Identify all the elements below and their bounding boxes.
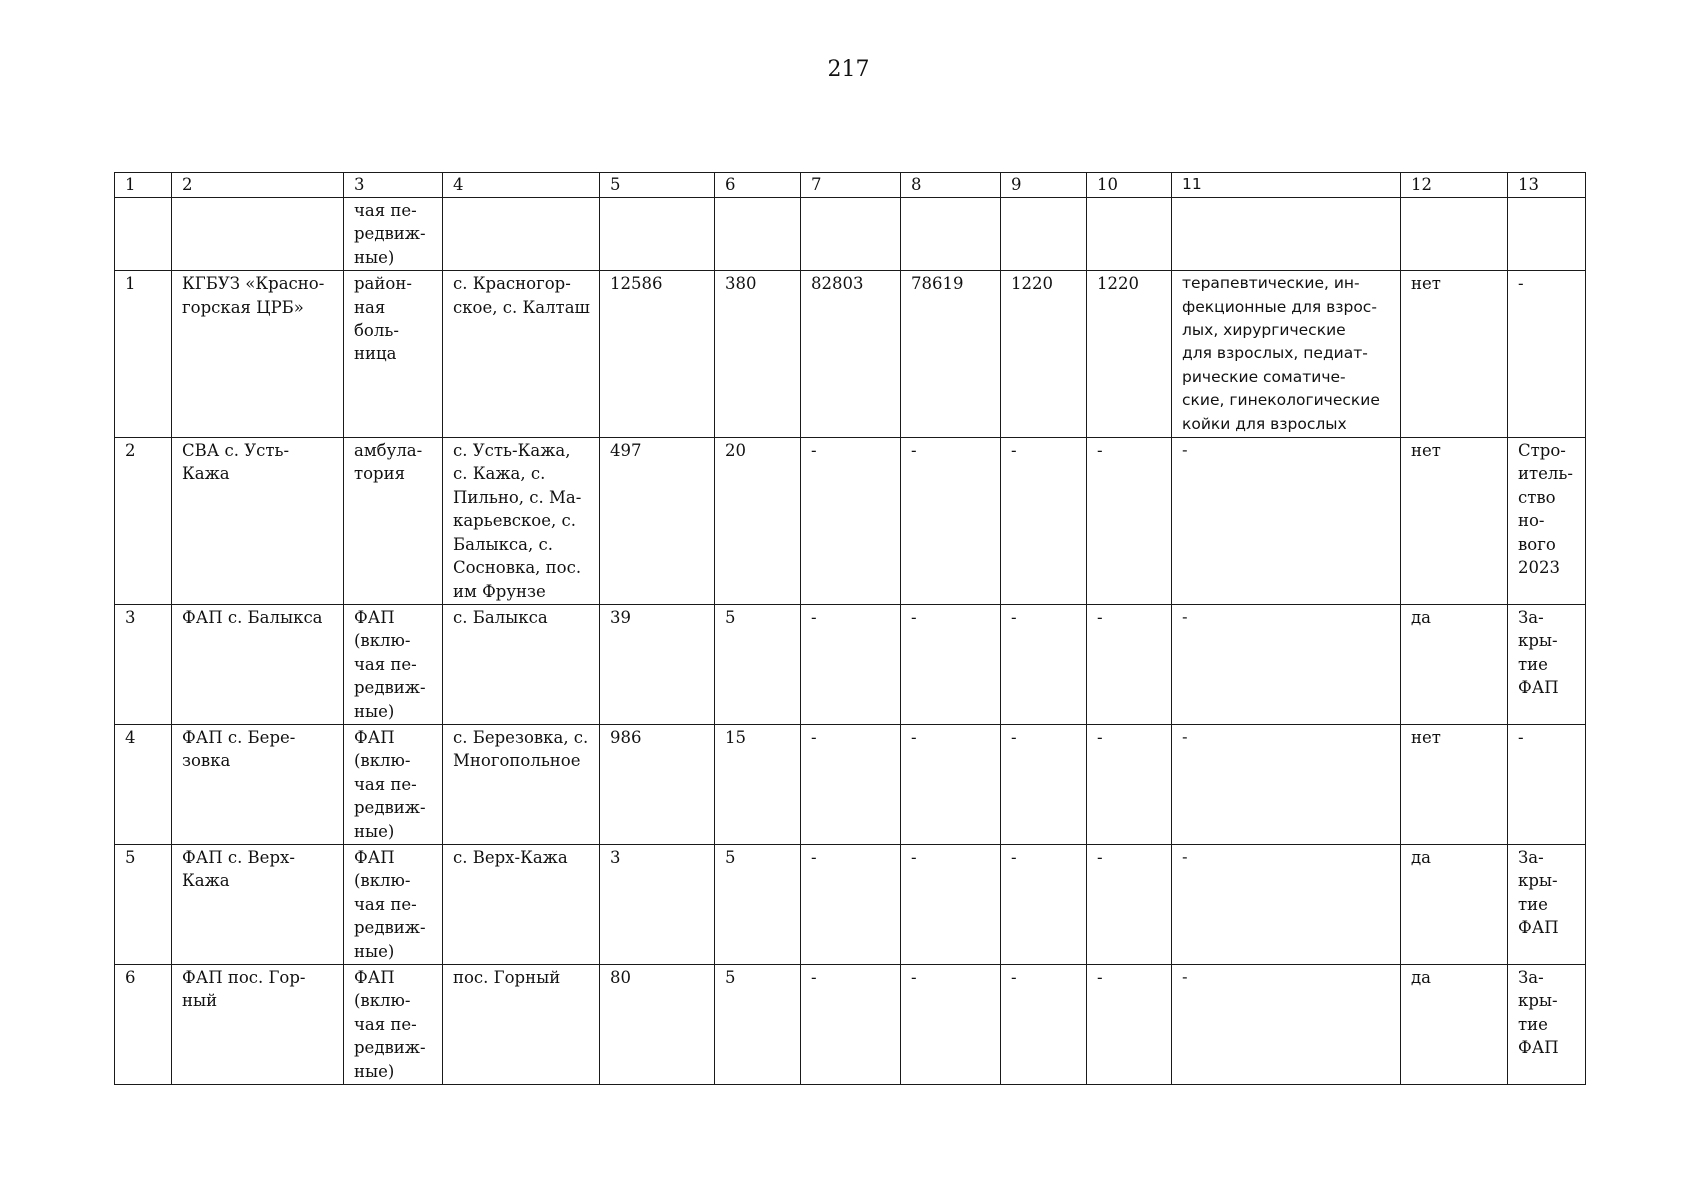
table-cell-col-6: [715, 198, 801, 271]
table-cell-col-3: ФАП (вклю- чая пе- редвиж- ные): [344, 724, 443, 844]
table-cell-col-7: -: [801, 438, 901, 605]
table-cell-col-12: да: [1401, 604, 1508, 724]
table-cell-col-1: 3: [115, 604, 172, 724]
header-cell-6: 6: [715, 173, 801, 198]
table-cell-col-5: 497: [600, 438, 715, 605]
table-cell-col-13: За- кры- тие ФАП: [1508, 604, 1586, 724]
table-cell-col-7: -: [801, 965, 901, 1085]
table-cell-col-4: [443, 198, 600, 271]
table-cell-col-8: 78619: [901, 271, 1001, 438]
table-cell-col-13: [1508, 198, 1586, 271]
table-cell-col-1: 5: [115, 844, 172, 964]
facilities-table: [114, 172, 1586, 1085]
header-cell-4: 4: [443, 173, 600, 198]
table-cell-col-13: За- кры- тие ФАП: [1508, 844, 1586, 964]
table-cell-col-7: [801, 198, 901, 271]
table-cell-col-9: -: [1001, 724, 1087, 844]
table-cell-col-2: ФАП с. Балыкса: [172, 604, 344, 724]
table-cell-col-9: -: [1001, 438, 1087, 605]
table-cell-col-5: [600, 198, 715, 271]
table-cell-col-10: -: [1087, 844, 1172, 964]
header-cell-7: 7: [801, 173, 901, 198]
table-header-row: [115, 173, 1586, 198]
table-cell-col-9: 1220: [1001, 271, 1087, 438]
table-cell-col-13: За- кры- тие ФАП: [1508, 965, 1586, 1085]
table-cell-col-11: -: [1172, 438, 1401, 605]
table-cell-col-3: ФАП (вклю- чая пе- редвиж- ные): [344, 965, 443, 1085]
table-cell-col-9: -: [1001, 844, 1087, 964]
table-cell-col-13: Стро- итель- ство но- вого 2023: [1508, 438, 1586, 605]
table-cell-col-7: -: [801, 844, 901, 964]
table-cell-col-3: чая пе- редвиж- ные): [344, 198, 443, 271]
table-cell-col-12: нет: [1401, 271, 1508, 438]
table-cell-col-6: 5: [715, 965, 801, 1085]
table-cell-col-7: 82803: [801, 271, 901, 438]
header-cell-1: 1: [115, 173, 172, 198]
table-cell-col-8: -: [901, 438, 1001, 605]
table-cell-col-8: -: [901, 965, 1001, 1085]
table-cell-col-3: ФАП (вклю- чая пе- редвиж- ные): [344, 844, 443, 964]
table-cell-col-5: 39: [600, 604, 715, 724]
table-row: [115, 271, 1586, 438]
table-cell-col-8: [901, 198, 1001, 271]
table-cell-col-13: -: [1508, 724, 1586, 844]
table-cell-col-4: с. Верх-Кажа: [443, 844, 600, 964]
table-row: [115, 604, 1586, 724]
table-cell-col-11: -: [1172, 724, 1401, 844]
table-cell-col-11: [1172, 198, 1401, 271]
table-cell-col-11: -: [1172, 604, 1401, 724]
table-cell-col-10: [1087, 198, 1172, 271]
table-cell-col-5: 80: [600, 965, 715, 1085]
table-cell-col-4: с. Усть-Кажа, с. Кажа, с. Пильно, с. Ма- карьевское, с. Балыкса, с. Сосновка, пос. им Фрунзе: [443, 438, 600, 605]
header-cell-12: 12: [1401, 173, 1508, 198]
table-cell-col-12: нет: [1401, 438, 1508, 605]
header-cell-5: 5: [600, 173, 715, 198]
table-cell-col-8: -: [901, 844, 1001, 964]
table-cell-col-1: 4: [115, 724, 172, 844]
table-cell-col-13: -: [1508, 271, 1586, 438]
table-cell-col-6: 5: [715, 604, 801, 724]
table-cell-col-11: -: [1172, 965, 1401, 1085]
table-cell-col-6: 20: [715, 438, 801, 605]
table-cell-col-1: [115, 198, 172, 271]
table-row: [115, 438, 1586, 605]
table-cell-col-9: -: [1001, 604, 1087, 724]
table-body: [115, 173, 1586, 1085]
table-cell-col-1: 6: [115, 965, 172, 1085]
table-cell-col-3: ФАП (вклю- чая пе- редвиж- ные): [344, 604, 443, 724]
table-cell-col-10: -: [1087, 724, 1172, 844]
table-cell-col-2: ФАП с. Бере- зовка: [172, 724, 344, 844]
table-cell-col-8: -: [901, 604, 1001, 724]
table-cell-col-3: район- ная боль- ница: [344, 271, 443, 438]
header-cell-2: 2: [172, 173, 344, 198]
table-cell-col-10: -: [1087, 604, 1172, 724]
table-cell-col-7: -: [801, 604, 901, 724]
table-cell-col-8: -: [901, 724, 1001, 844]
table-cell-col-5: 986: [600, 724, 715, 844]
table-cell-col-4: пос. Горный: [443, 965, 600, 1085]
header-cell-9: 9: [1001, 173, 1087, 198]
table-cell-col-4: с. Красногор- ское, с. Калташ: [443, 271, 600, 438]
table-cell-col-2: [172, 198, 344, 271]
header-cell-11: 11: [1172, 173, 1401, 198]
table-cell-col-9: -: [1001, 965, 1087, 1085]
header-cell-8: 8: [901, 173, 1001, 198]
table-cell-col-2: СВА с. Усть- Кажа: [172, 438, 344, 605]
table-cell-col-4: с. Березовка, с. Многопольное: [443, 724, 600, 844]
table-cell-col-5: 3: [600, 844, 715, 964]
table-row: [115, 724, 1586, 844]
table-cell-col-2: ФАП с. Верх- Кажа: [172, 844, 344, 964]
table-cell-col-10: -: [1087, 965, 1172, 1085]
table-cell-col-4: с. Балыкса: [443, 604, 600, 724]
table-cell-col-6: 5: [715, 844, 801, 964]
table-cell-col-12: нет: [1401, 724, 1508, 844]
table-cell-col-12: да: [1401, 844, 1508, 964]
table-cell-col-1: 2: [115, 438, 172, 605]
table-row: [115, 198, 1586, 271]
table-cell-col-1: 1: [115, 271, 172, 438]
header-cell-10: 10: [1087, 173, 1172, 198]
table-cell-col-12: [1401, 198, 1508, 271]
table-cell-col-6: 380: [715, 271, 801, 438]
table-cell-col-12: да: [1401, 965, 1508, 1085]
table-row: [115, 965, 1586, 1085]
table-row: [115, 844, 1586, 964]
table-cell-col-3: амбула- тория: [344, 438, 443, 605]
page-number: 217: [827, 57, 870, 82]
header-cell-13: 13: [1508, 173, 1586, 198]
table-cell-col-5: 12586: [600, 271, 715, 438]
table-cell-col-11: -: [1172, 844, 1401, 964]
header-cell-3: 3: [344, 173, 443, 198]
table-cell-col-11: терапевтические, ин- фекционные для взрос- лых, хирургические для взрослых, педиат- рические соматиче- ские, гинекологические койки для взрослых: [1172, 271, 1401, 438]
table-cell-col-10: 1220: [1087, 271, 1172, 438]
table-cell-col-10: -: [1087, 438, 1172, 605]
table-cell-col-6: 15: [715, 724, 801, 844]
table-cell-col-2: ФАП пос. Гор- ный: [172, 965, 344, 1085]
table-cell-col-7: -: [801, 724, 901, 844]
table-cell-col-2: КГБУЗ «Красно- горская ЦРБ»: [172, 271, 344, 438]
table-cell-col-9: [1001, 198, 1087, 271]
